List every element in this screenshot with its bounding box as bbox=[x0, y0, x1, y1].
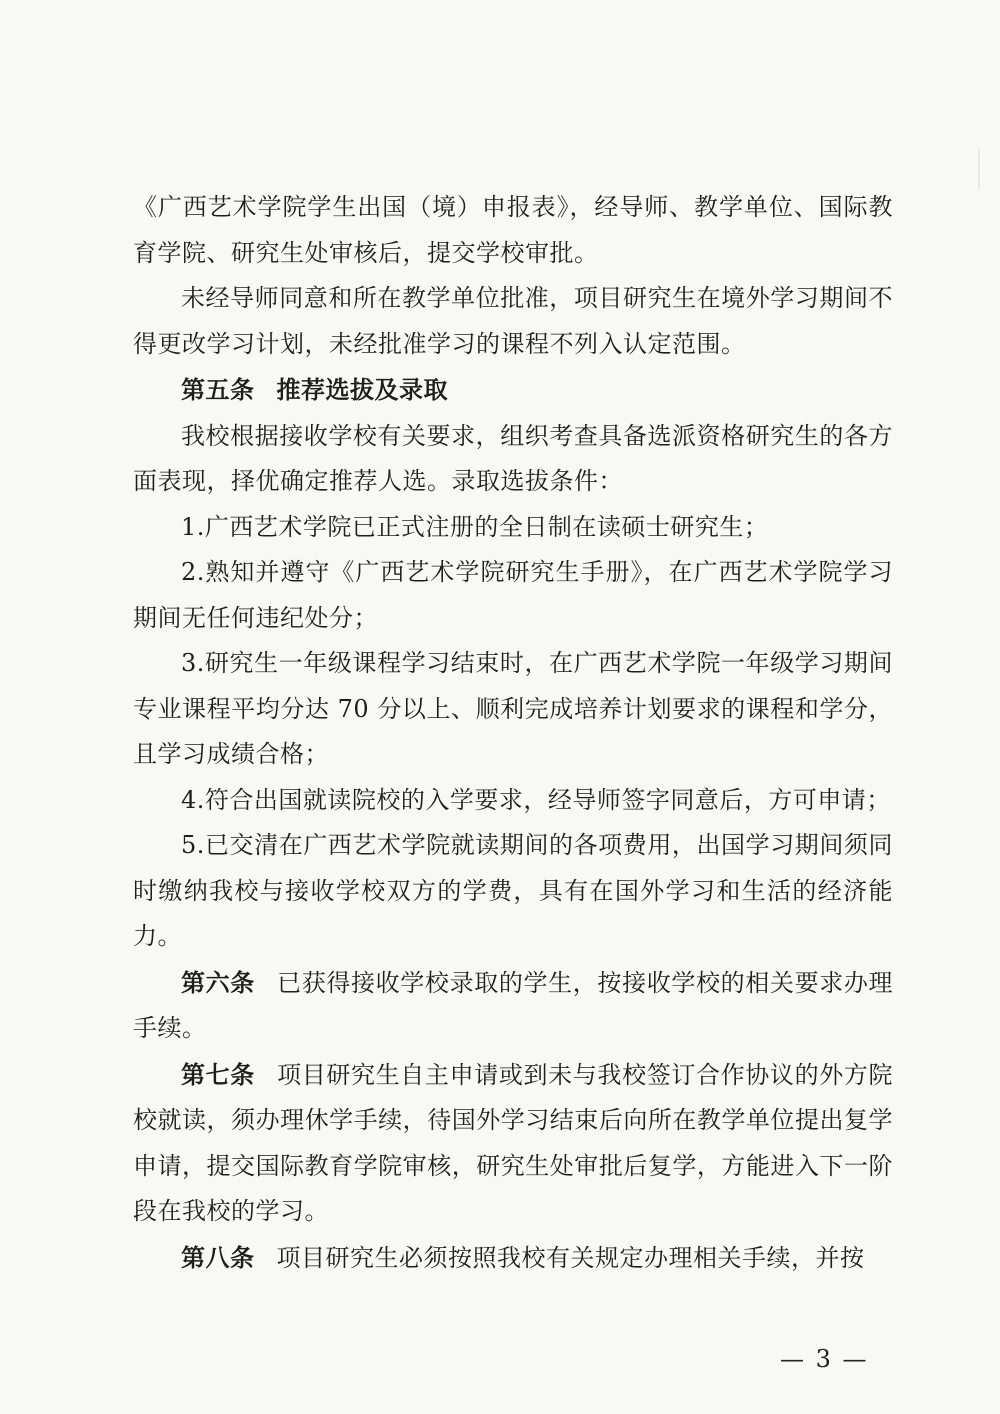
page-number: — 3 — bbox=[780, 1345, 869, 1373]
article-6-title: 第六条 bbox=[181, 967, 255, 997]
paragraph-application-form: 《广西艺术学院学生出国（境）申报表》，经导师、教学单位、国际教育学院、研究生处审核后，提交学校审批。 bbox=[133, 193, 893, 267]
article-6-text: 已获得接收学校录取的学生，按接收学校的相关要求办理手续。 bbox=[133, 968, 894, 1042]
article-8-title: 第八条 bbox=[181, 1242, 255, 1272]
article-7 bbox=[133, 1052, 893, 1235]
condition-item-1: 1.广西艺术学院已正式注册的全日制在读硕士研究生； bbox=[181, 512, 769, 541]
paragraph-selection-intro: 我校根据接收学校有关要求，组织考查具备选派资格研究生的各方面表现，择优确定推荐人选。录取选拔条件： bbox=[133, 421, 893, 495]
condition-item-5: 5.已交清在广西艺术学院就读期间的各项费用，出国学习期间须同时缴纳我校与接收学校双方的学费，具有在国外学习和生活的经济能力。 bbox=[133, 831, 893, 950]
condition-item-4: 4.符合出国就读院校的入学要求，经导师签字同意后，方可申请； bbox=[181, 785, 891, 814]
paragraph-study-plan-change: 未经导师同意和所在教学单位批准，项目研究生在境外学习期间不得更改学习计划，未经批准学习的课程不列入认定范围。 bbox=[133, 284, 893, 358]
article-7-text: 项目研究生自主申请或到未与我校签订合作协议的外方院校就读，须办理休学手续，待国外学习结束后向所在教学单位提出复学申请，提交国际教育学院审核，研究生处审批后复学，方能进入下一阶段在我校的学习。 bbox=[133, 1060, 894, 1225]
article-5-heading-text: 推荐选拔及录取 bbox=[276, 375, 448, 404]
article-8-text: 项目研究生必须按照我校有关规定办理相关手续，并按 bbox=[276, 1243, 865, 1272]
article-5-title: 第五条 bbox=[181, 375, 255, 404]
condition-item-2: 2.熟知并遵守《广西艺术学院研究生手册》，在广西艺术学院学习期间无任何违纪处分； bbox=[133, 558, 893, 632]
article-7-title: 第七条 bbox=[181, 1059, 255, 1089]
article-8 bbox=[133, 1235, 893, 1282]
article-6 bbox=[133, 960, 893, 1052]
condition-item-3: 3.研究生一年级课程学习结束时，在广西艺术学院一年级学习期间专业课程平均分达 70 分以上、顺利完成培养计划要求的课程和学分，且学习成绩合格； bbox=[133, 649, 893, 768]
article-5-heading bbox=[133, 367, 893, 414]
document-body bbox=[133, 185, 893, 1281]
scan-artifact bbox=[978, 150, 980, 190]
